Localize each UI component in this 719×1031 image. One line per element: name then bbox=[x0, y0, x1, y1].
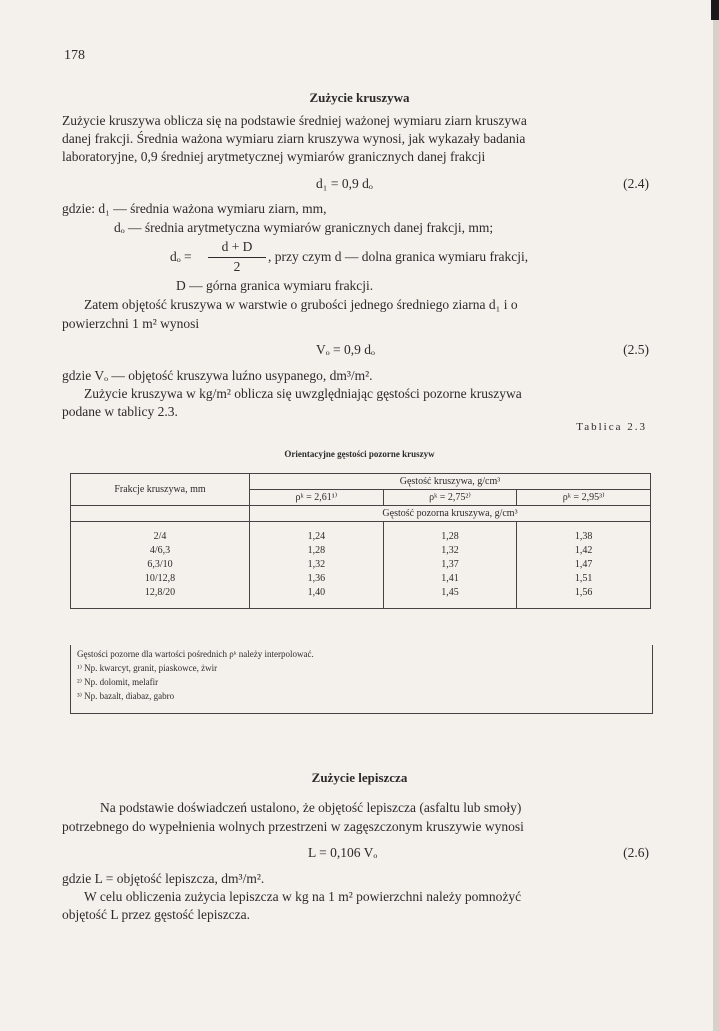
equation-number-2-4: (2.4) bbox=[623, 176, 649, 191]
binder-para-line-2: potrzebnego do wypełnienia wolnych przestrzeni w zagęszczonym kruszywie wynosi bbox=[62, 819, 524, 834]
intro-line-2: danej frakcji. Średnia ważona wymiaru ziarn kruszywa wynosi, jak wykazały badania bbox=[62, 131, 526, 146]
fraction-value: 6,3/10 bbox=[147, 559, 173, 570]
equation-number-2-5: (2.5) bbox=[623, 342, 649, 357]
equation-2-6: L = 0,106 Vₒ bbox=[308, 845, 378, 860]
page-edge bbox=[713, 0, 719, 1031]
para3-line-2: podane w tablicy 2.3. bbox=[62, 404, 178, 419]
fraction-value: 2/4 bbox=[153, 531, 167, 542]
table-label: Tablica 2.3 bbox=[576, 421, 647, 433]
density-column-3 bbox=[517, 522, 651, 609]
where-L: gdzie L = objętość lepiszcza, dm³/m². bbox=[62, 871, 265, 886]
final-line-1: W celu obliczenia zużycia lepiszcza w kg na 1 m² powierzchni należy pomnożyć bbox=[84, 889, 522, 904]
final-line-2: objętość L przez gęstość lepiszcza. bbox=[62, 907, 251, 922]
header-apparent-density: Gęstość pozorna kruszywa, g/cm³ bbox=[250, 506, 651, 522]
density-column-2 bbox=[383, 522, 517, 609]
density-value: 1,51 bbox=[574, 573, 593, 584]
table-notes bbox=[70, 645, 653, 714]
intro-line-3: laboratoryjne, 0,9 średniej arytmetycznej wymiarów granicznych danej frakcji bbox=[62, 149, 486, 164]
where-do: dₒ — średnia arytmetyczna wymiarów granicznych danej frakcji, mm; bbox=[114, 220, 494, 235]
header-col-3: ρᵏ = 2,95³⁾ bbox=[517, 490, 651, 506]
section-title-aggregate: Zużycie kruszywa bbox=[309, 90, 410, 105]
density-value: 1,28 bbox=[307, 545, 326, 556]
header-density-group: Gęstość kruszywa, g/cm³ bbox=[250, 474, 651, 490]
footnote-1: ¹⁾ Np. kwarcyt, granit, piaskowce, żwir bbox=[77, 663, 218, 673]
density-value: 1,32 bbox=[307, 559, 326, 570]
where-Vo: gdzie Vₒ — objętość kruszywa luźno usypanego, dm³/m². bbox=[62, 368, 373, 383]
density-value: 1,45 bbox=[441, 587, 459, 598]
table-title: Orientacyjne gęstości pozorne kruszyw bbox=[284, 449, 435, 459]
fraction-rest: , przy czym d — dolna granica wymiaru frakcji, bbox=[268, 249, 529, 264]
density-value: 1,24 bbox=[307, 531, 326, 542]
density-value: 1,36 bbox=[307, 573, 326, 584]
fractions-column bbox=[71, 522, 250, 609]
scan-mark bbox=[711, 0, 719, 20]
section-title-binder: Zużycie lepiszcza bbox=[311, 770, 408, 785]
where-d1: gdzie: d₁ — średnia ważona wymiaru ziarn, mm, bbox=[62, 201, 327, 216]
fraction-numerator: d + D bbox=[221, 239, 253, 254]
density-value: 1,56 bbox=[574, 587, 593, 598]
equation-2-4: d₁ = 0,9 dₒ bbox=[316, 176, 373, 191]
header-col-1: ρᵏ = 2,61¹⁾ bbox=[250, 490, 384, 506]
para2-line-1: Zatem objętość kruszywa w warstwie o grubości jednego średniego ziarna d₁ i o bbox=[84, 297, 518, 312]
equation-2-5: Vₒ = 0,9 dₒ bbox=[316, 342, 375, 357]
fraction-value: 10/12,8 bbox=[144, 573, 176, 584]
density-value: 1,32 bbox=[441, 545, 459, 556]
para3-line-1: Zużycie kruszywa w kg/m² oblicza się uwzględniając gęstości pozorne kruszywa bbox=[84, 386, 522, 401]
density-value: 1,42 bbox=[574, 545, 593, 556]
density-value: 1,47 bbox=[574, 559, 593, 570]
fraction-bar bbox=[208, 257, 266, 258]
fraction-denominator: 2 bbox=[233, 259, 241, 274]
fraction-lhs: dₒ = bbox=[170, 249, 192, 264]
binder-para-line-1: Na podstawie doświadczeń ustalono, że objętość lepiszcza (asfaltu lub smoły) bbox=[100, 800, 522, 815]
density-value: 1,37 bbox=[441, 559, 459, 570]
note-interpolation: Gęstości pozorne dla wartości pośrednich ρᵏ należy interpolować. bbox=[77, 649, 314, 659]
fraction-value: 4/6,3 bbox=[149, 545, 171, 556]
equation-number-2-6: (2.6) bbox=[623, 845, 649, 860]
para2-line-2: powierzchni 1 m² wynosi bbox=[62, 316, 200, 331]
density-value: 1,41 bbox=[441, 573, 459, 584]
density-column-1 bbox=[250, 522, 384, 609]
header-empty bbox=[71, 506, 250, 522]
density-value: 1,28 bbox=[441, 531, 459, 542]
header-fractions: Frakcje kruszywa, mm bbox=[71, 474, 250, 506]
page-number: 178 bbox=[64, 48, 85, 63]
density-value: 1,40 bbox=[307, 587, 326, 598]
header-col-2: ρᵏ = 2,75²⁾ bbox=[383, 490, 517, 506]
where-D: D — górna granica wymiaru frakcji. bbox=[176, 278, 374, 293]
footnote-2: ²⁾ Np. dolomit, melafir bbox=[77, 677, 159, 687]
intro-line-1: Zużycie kruszywa oblicza się na podstawie średniej ważonej wymiaru ziarn kruszywa bbox=[62, 113, 527, 128]
footnote-3: ³⁾ Np. bazalt, diabaz, gabro bbox=[77, 691, 175, 701]
density-value: 1,38 bbox=[574, 531, 593, 542]
fraction-value: 12,8/20 bbox=[144, 587, 176, 598]
density-table bbox=[70, 473, 651, 609]
